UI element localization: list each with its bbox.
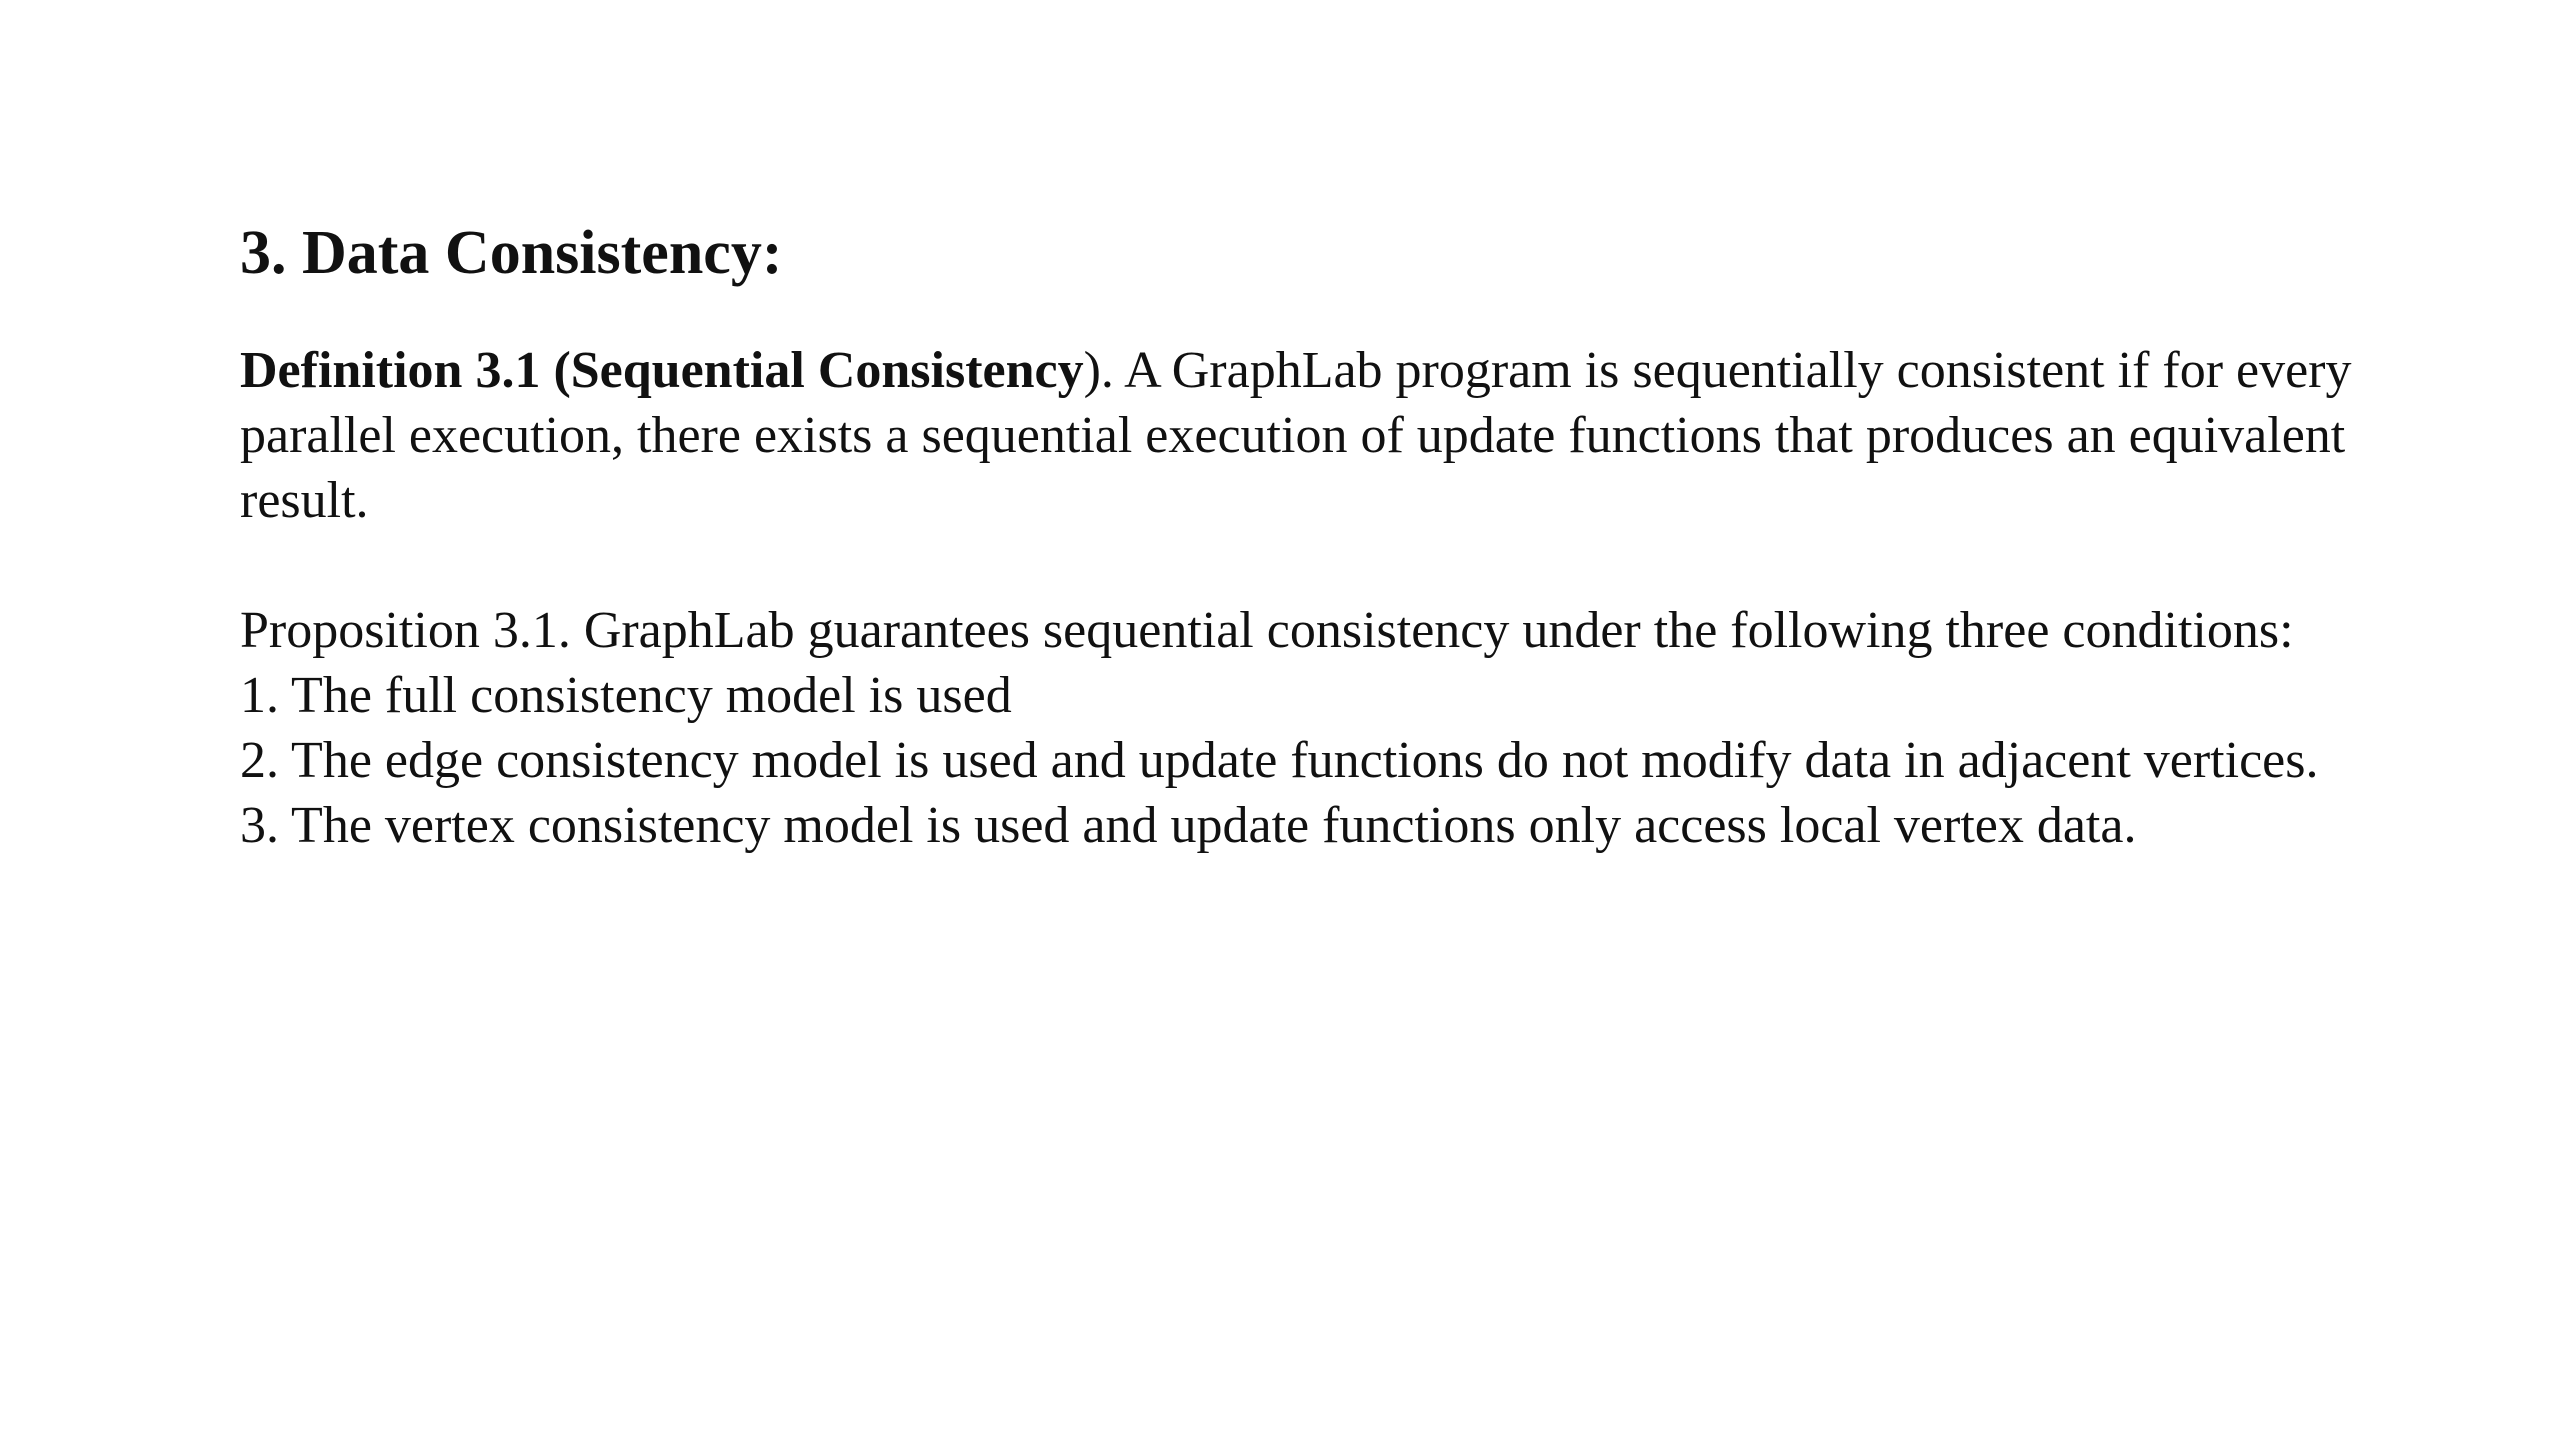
section-heading: 3. Data Consistency:: [240, 219, 783, 287]
condition-item: 2. The edge consistency model is used and update functions do not modify data in adjacent vertices.: [240, 732, 2319, 789]
proposition-paragraph: Proposition 3.1. GraphLab guarantees sequential consistency under the following three conditions:: [240, 602, 2294, 659]
definition-text: A GraphLab program is sequentially consistent if for every parallel execution, there exists a sequential execution of update functions that produces an equivalent result.: [240, 342, 2352, 529]
definition-paragraph: [240, 338, 2390, 533]
definition-label: Definition 3.1 (Sequential Consistency: [240, 342, 1084, 399]
condition-list: [240, 663, 2390, 858]
condition-item: 3. The vertex consistency model is used and update functions only access local vertex data.: [240, 797, 2137, 854]
slide-content: [240, 212, 2390, 858]
definition-label-close: ).: [1083, 342, 1114, 399]
condition-item: 1. The full consistency model is used: [240, 667, 1012, 724]
